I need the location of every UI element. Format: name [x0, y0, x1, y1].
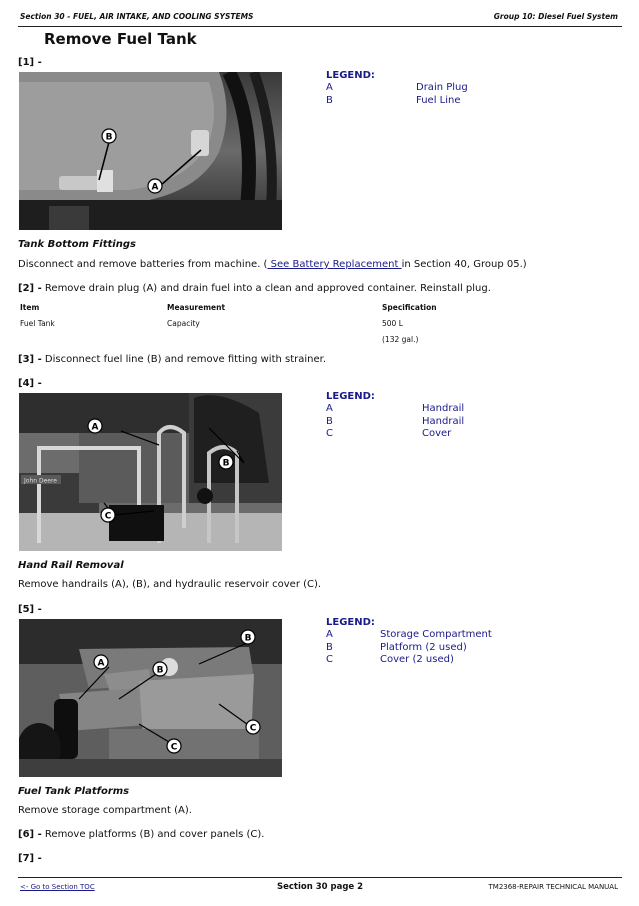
- manual-title: TM2368-REPAIR TECHNICAL MANUAL: [488, 883, 618, 891]
- callout-b-label: B: [244, 633, 252, 644]
- spec-header-specification: Specification: [382, 303, 437, 312]
- legend-row: B Platform (2 used): [326, 641, 467, 653]
- step-1-label: [1] -: [18, 57, 42, 68]
- callout-a-label: A: [97, 658, 105, 669]
- callout-b-label: B: [156, 665, 164, 676]
- handrail-paragraph: Remove handrails (A), (B), and hydraulic reservoir cover (C).: [18, 579, 322, 590]
- legend-row: B Fuel Line: [326, 94, 461, 106]
- battery-replacement-link[interactable]: See Battery Replacement: [267, 259, 402, 270]
- group-title: Group 10: Diesel Fuel System: [493, 12, 618, 21]
- page-header: [18, 8, 622, 27]
- battery-paragraph: Disconnect and remove batteries from machine. ( See Battery Replacement in Section 40, Group 05.): [18, 259, 527, 270]
- callout-c-label: C: [104, 511, 112, 522]
- page-title: Remove Fuel Tank: [44, 30, 197, 48]
- step-3: [3] - Disconnect fuel line (B) and remove fitting with strainer.: [18, 354, 327, 365]
- legend-row: A Drain Plug: [326, 82, 468, 93]
- step-6: [6] - Remove platforms (B) and cover panels (C).: [18, 829, 265, 840]
- callout-b-label: B: [105, 132, 113, 143]
- legend-title: LEGEND:: [326, 391, 375, 402]
- section-title: Section 30 - FUEL, AIR INTAKE, AND COOLING SYSTEMS: [20, 12, 254, 21]
- step-2: [2] - Remove drain plug (A) and drain fuel into a clean and approved container. Reinstall plug.: [18, 283, 491, 294]
- spec-cell: Capacity: [167, 319, 200, 328]
- step-7: [7] -: [18, 853, 42, 864]
- fuel-tank-platforms-photo: [19, 619, 282, 777]
- callout-c-label: C: [170, 742, 178, 753]
- page-footer: [18, 877, 622, 897]
- brand-decal: John Deere: [24, 477, 57, 485]
- storage-paragraph: Remove storage compartment (A).: [18, 805, 192, 816]
- legend-row: A Storage Compartment: [326, 629, 492, 640]
- legend-row: A Handrail: [326, 403, 465, 414]
- legend-row: C Cover: [326, 428, 452, 439]
- legend-row: C Cover (2 used): [326, 654, 454, 665]
- figure-1-caption: Tank Bottom Fittings: [18, 239, 136, 250]
- page-number: Section 30 page 2: [276, 882, 364, 892]
- legend-figure-3: [326, 617, 492, 667]
- legend-figure-1: [326, 70, 468, 107]
- tank-bottom-fittings-photo: [19, 72, 282, 230]
- spec-cell: (132 gal.): [382, 335, 419, 344]
- legend-row: B Handrail: [326, 415, 465, 427]
- figure-2-caption: Hand Rail Removal: [18, 560, 124, 571]
- callout-b-label: B: [222, 458, 230, 469]
- figure-3-caption: Fuel Tank Platforms: [18, 786, 130, 797]
- step-5-label: [5] -: [18, 604, 42, 615]
- go-to-section-toc-link[interactable]: <- Go to Section TOC: [20, 883, 95, 891]
- legend-figure-2: [326, 391, 465, 441]
- legend-title: LEGEND:: [326, 617, 375, 628]
- step-4-label: [4] -: [18, 378, 42, 389]
- spec-header-measurement: Measurement: [167, 303, 226, 312]
- legend-title: LEGEND:: [326, 70, 375, 81]
- callout-c-label: C: [249, 723, 257, 734]
- spec-cell: 500 L: [382, 319, 403, 328]
- hand-rail-removal-photo: [19, 393, 282, 551]
- callout-a-label: A: [91, 422, 99, 433]
- callout-a-label: A: [151, 182, 159, 193]
- spec-cell: Fuel Tank: [20, 319, 55, 328]
- spec-header-item: Item: [20, 303, 40, 312]
